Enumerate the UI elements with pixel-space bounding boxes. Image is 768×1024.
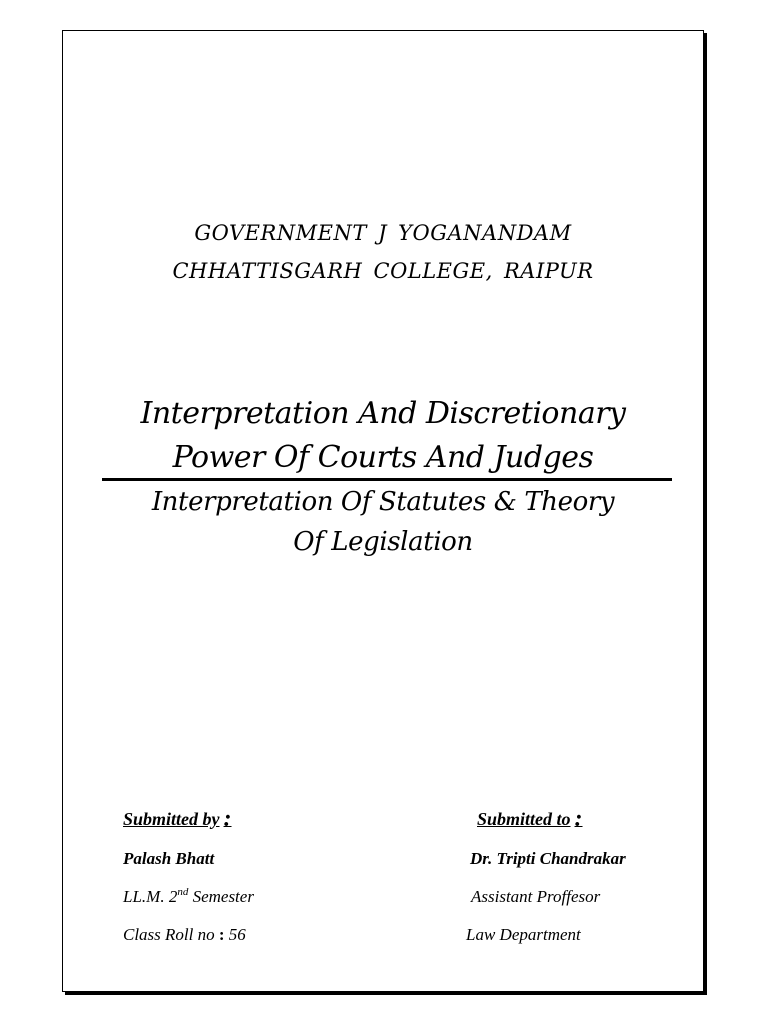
submitted-to-colon: : — [574, 806, 583, 832]
roll-value: 56 — [224, 925, 246, 944]
submitted-by-label: Submitted by — [123, 809, 220, 829]
student-roll — [123, 920, 254, 958]
subtitle-line-1: Interpretation Of Statutes & Theory — [151, 487, 615, 517]
college-name — [62, 214, 704, 290]
supervisor-department: Law Department — [466, 925, 581, 944]
supervisor-designation: Assistant Proffesor — [471, 887, 601, 906]
supervisor-name: Dr. Tripti Chandrakar — [470, 849, 626, 868]
roll-colon: : — [218, 925, 225, 944]
submitted-by-colon: : — [223, 806, 232, 832]
submitted-to-label: Submitted to — [477, 809, 571, 829]
roll-label: Class Roll no — [123, 925, 219, 944]
course-suffix: Semester — [188, 887, 254, 906]
title-underline — [102, 478, 672, 481]
college-line-1: GOVERNMENT J YOGANANDAM — [194, 221, 572, 245]
submitted-to-block — [466, 806, 626, 958]
main-title — [62, 392, 704, 480]
main-title-line-1: Interpretation And Discretionary — [140, 396, 626, 431]
student-name: Palash Bhatt — [123, 849, 215, 868]
course-ordinal-suffix: nd — [177, 886, 189, 898]
course-prefix: LL.M. 2 — [123, 887, 178, 906]
submitted-by-block — [123, 806, 254, 958]
subtitle — [62, 482, 704, 562]
college-line-2: CHHATTISGARH COLLEGE, RAIPUR — [172, 259, 594, 283]
subtitle-line-2: Of Legislation — [293, 527, 473, 557]
main-title-line-2: Power Of Courts And Judges — [172, 440, 594, 475]
student-course — [123, 882, 254, 920]
submitted-by-heading — [123, 806, 254, 844]
submitted-to-heading — [477, 806, 626, 844]
